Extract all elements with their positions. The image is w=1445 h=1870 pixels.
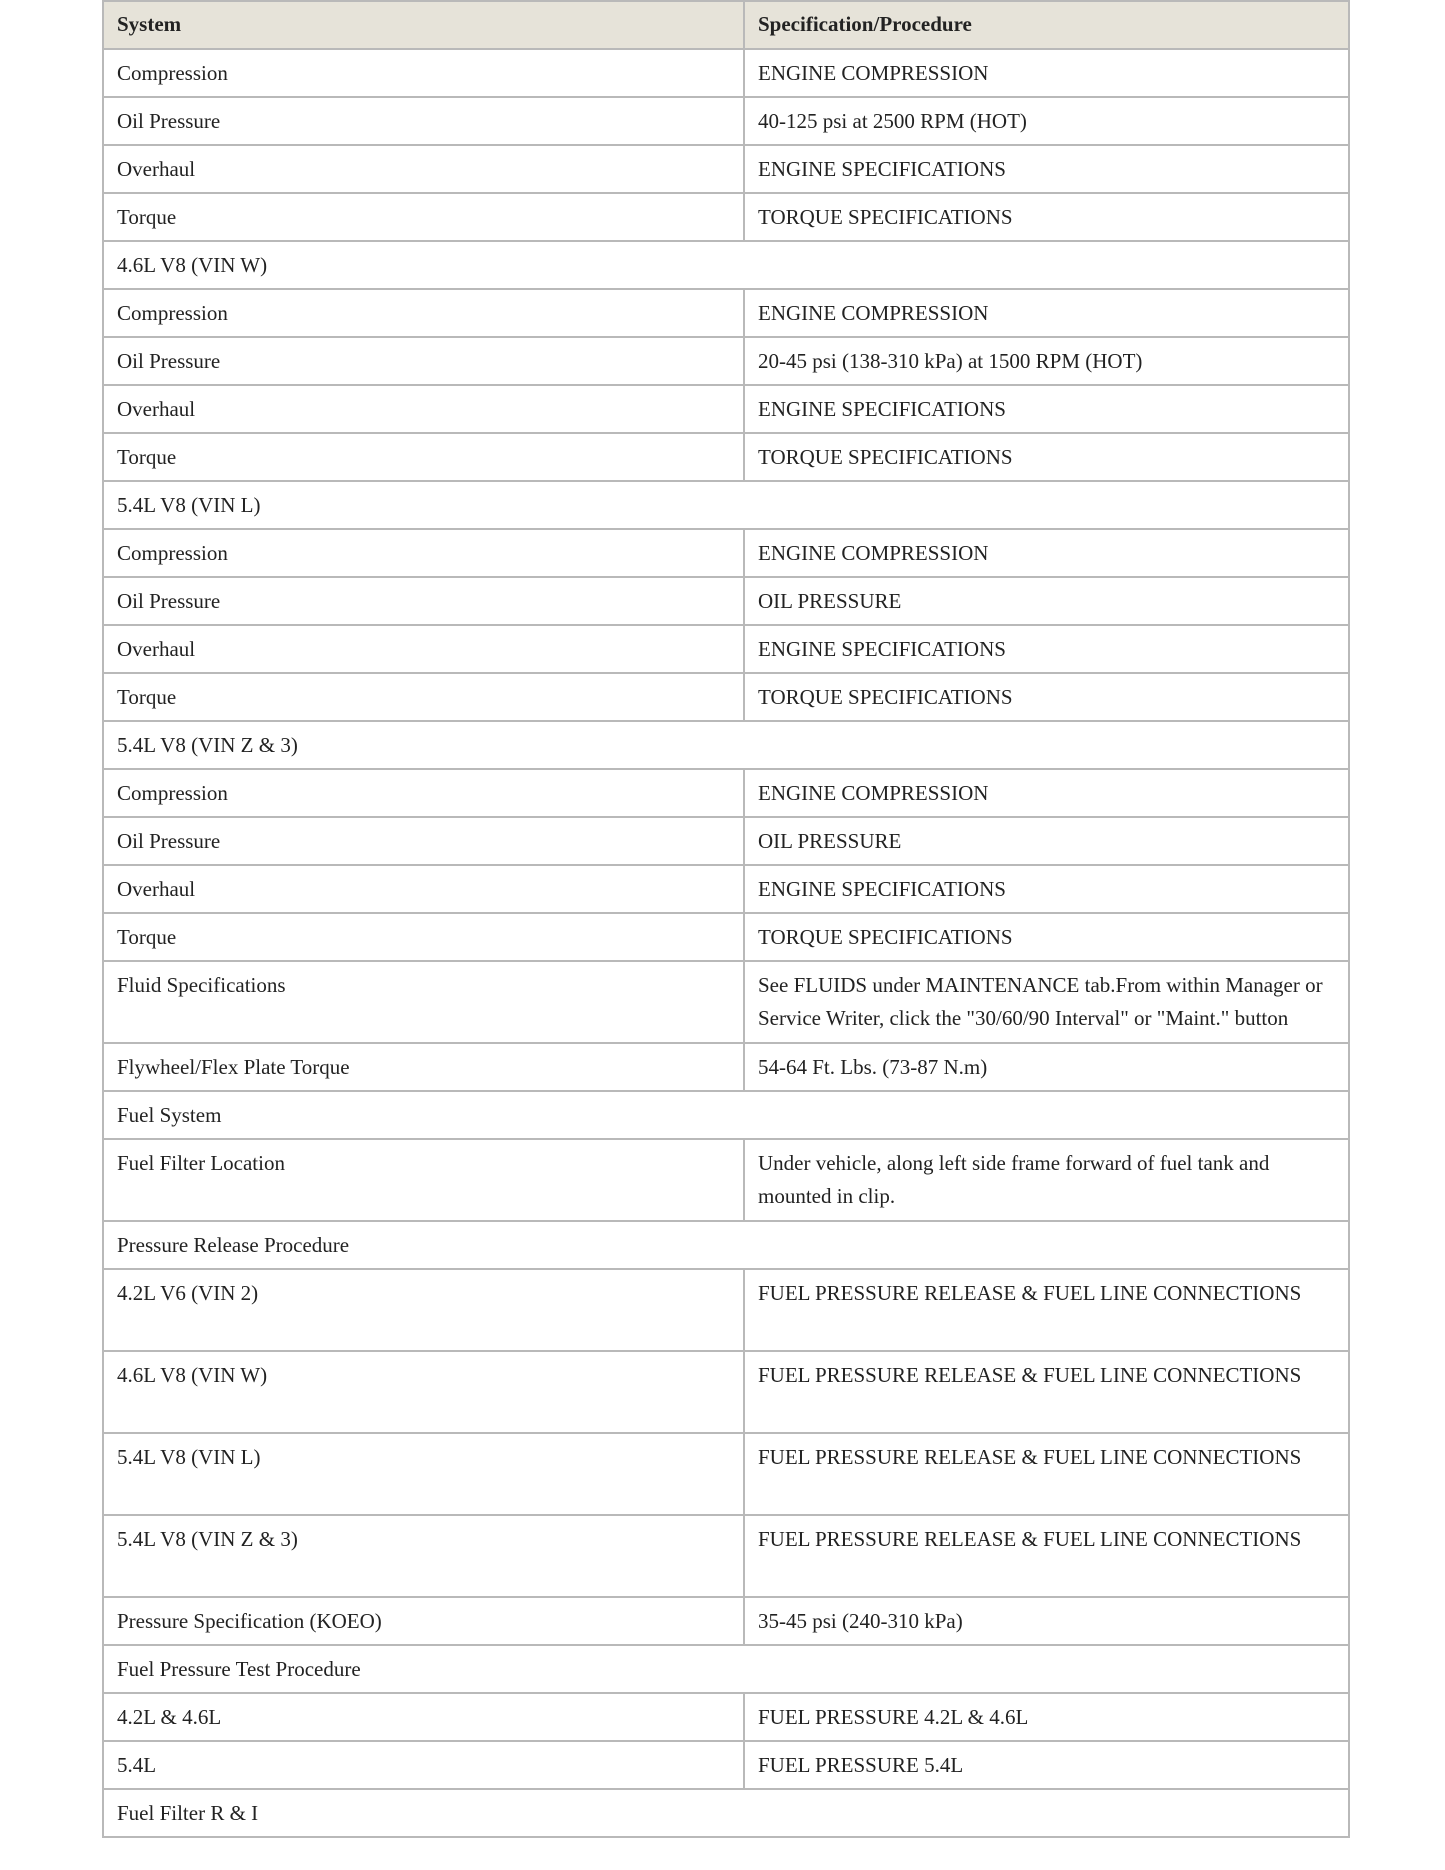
row-value: ENGINE SPECIFICATIONS [744,625,1349,673]
table-row [103,337,1349,385]
row-value: 20-45 psi (138-310 kPa) at 1500 RPM (HOT) [744,337,1349,385]
section-heading: Fuel System [103,1091,1349,1139]
row-label: 5.4L V8 (VIN L) [103,1433,744,1515]
table-row [103,1597,1349,1645]
row-value: 54-64 Ft. Lbs. (73-87 N.m) [744,1043,1349,1091]
table-row [103,97,1349,145]
row-label: Oil Pressure [103,97,744,145]
row-value: FUEL PRESSURE RELEASE & FUEL LINE CONNECTIONS [744,1515,1349,1597]
row-value: 40-125 psi at 2500 RPM (HOT) [744,97,1349,145]
row-label: 4.2L V6 (VIN 2) [103,1269,744,1351]
row-value: OIL PRESSURE [744,817,1349,865]
table-row [103,1645,1349,1693]
row-label: Fluid Specifications [103,961,744,1043]
row-value: FUEL PRESSURE RELEASE & FUEL LINE CONNECTIONS [744,1269,1349,1351]
header-row [103,1,1349,49]
table-row [103,913,1349,961]
row-label: Compression [103,769,744,817]
section-heading: Pressure Release Procedure [103,1221,1349,1269]
table-row [103,529,1349,577]
table-row [103,1269,1349,1351]
table-row [103,1091,1349,1139]
table-row [103,145,1349,193]
row-label: Oil Pressure [103,337,744,385]
table-row [103,193,1349,241]
row-value: Under vehicle, along left side frame forward of fuel tank and mounted in clip. [744,1139,1349,1221]
table-row [103,1043,1349,1091]
spec-table [102,0,1350,1838]
table-row [103,241,1349,289]
row-value: OIL PRESSURE [744,577,1349,625]
table-row [103,481,1349,529]
table-row [103,1139,1349,1221]
row-value: ENGINE COMPRESSION [744,49,1349,97]
row-label: Flywheel/Flex Plate Torque [103,1043,744,1091]
section-heading: 5.4L V8 (VIN L) [103,481,1349,529]
table-row [103,865,1349,913]
row-value: FUEL PRESSURE 5.4L [744,1741,1349,1789]
row-label: Overhaul [103,625,744,673]
table-row [103,1741,1349,1789]
table-body [103,49,1349,1837]
row-label: Fuel Filter Location [103,1139,744,1221]
row-label: Compression [103,529,744,577]
row-value: TORQUE SPECIFICATIONS [744,913,1349,961]
row-value: ENGINE COMPRESSION [744,769,1349,817]
table-row [103,769,1349,817]
table-row [103,433,1349,481]
row-value: FUEL PRESSURE RELEASE & FUEL LINE CONNECTIONS [744,1433,1349,1515]
table-row [103,1351,1349,1433]
row-label: Overhaul [103,385,744,433]
row-label: Compression [103,289,744,337]
row-label: Pressure Specification (KOEO) [103,1597,744,1645]
table-row [103,625,1349,673]
row-value: ENGINE COMPRESSION [744,289,1349,337]
row-label: 5.4L V8 (VIN Z & 3) [103,1515,744,1597]
row-label: Overhaul [103,145,744,193]
table-row [103,1789,1349,1837]
table-row [103,1221,1349,1269]
row-value: ENGINE COMPRESSION [744,529,1349,577]
row-value: ENGINE SPECIFICATIONS [744,145,1349,193]
row-label: Torque [103,193,744,241]
row-label: Overhaul [103,865,744,913]
table-row [103,49,1349,97]
section-heading: 5.4L V8 (VIN Z & 3) [103,721,1349,769]
header-specification: Specification/Procedure [744,1,1349,49]
row-label: Torque [103,913,744,961]
row-value: TORQUE SPECIFICATIONS [744,673,1349,721]
row-value: See FLUIDS under MAINTENANCE tab.From within Manager or Service Writer, click the "30/60/90 Interval" or "Maint." button [744,961,1349,1043]
header-system: System [103,1,744,49]
row-value: FUEL PRESSURE 4.2L & 4.6L [744,1693,1349,1741]
table-row [103,1515,1349,1597]
row-label: Oil Pressure [103,817,744,865]
row-value: ENGINE SPECIFICATIONS [744,865,1349,913]
row-value: ENGINE SPECIFICATIONS [744,385,1349,433]
table-row [103,673,1349,721]
row-value: 35-45 psi (240-310 kPa) [744,1597,1349,1645]
row-label: Torque [103,433,744,481]
row-value: TORQUE SPECIFICATIONS [744,433,1349,481]
row-value: TORQUE SPECIFICATIONS [744,193,1349,241]
table-row [103,1433,1349,1515]
table-row [103,961,1349,1043]
table-row [103,289,1349,337]
table-row [103,385,1349,433]
section-heading: Fuel Pressure Test Procedure [103,1645,1349,1693]
section-heading: Fuel Filter R & I [103,1789,1349,1837]
table-row [103,577,1349,625]
section-heading: 4.6L V8 (VIN W) [103,241,1349,289]
row-label: Oil Pressure [103,577,744,625]
row-label: Torque [103,673,744,721]
row-value: FUEL PRESSURE RELEASE & FUEL LINE CONNECTIONS [744,1351,1349,1433]
table-row [103,817,1349,865]
row-label: Compression [103,49,744,97]
row-label: 4.2L & 4.6L [103,1693,744,1741]
table-row [103,721,1349,769]
table-row [103,1693,1349,1741]
row-label: 5.4L [103,1741,744,1789]
row-label: 4.6L V8 (VIN W) [103,1351,744,1433]
